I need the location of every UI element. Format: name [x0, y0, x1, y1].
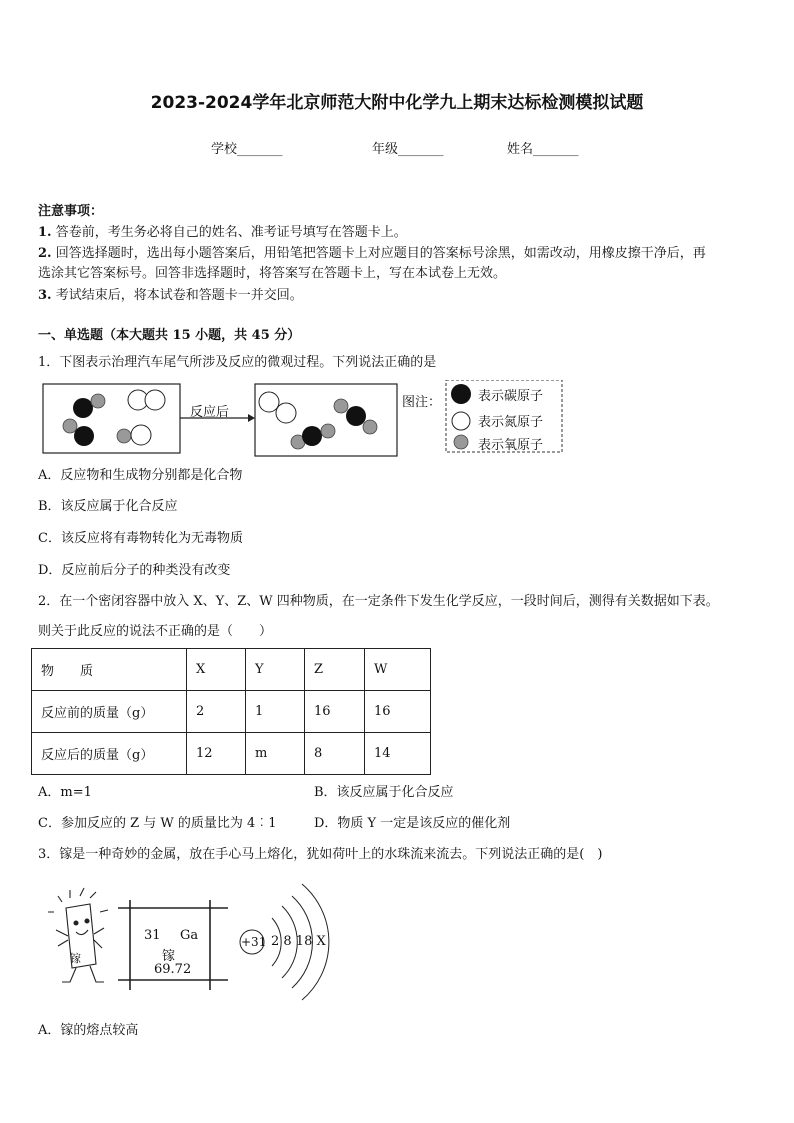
table-cell: m [246, 733, 305, 775]
q2-stem-cont: 则关于此反应的说法不正确的是（ ） [38, 624, 273, 639]
grade-field[interactable]: 年级_______ [372, 142, 444, 157]
figure-character: 镓 [70, 952, 81, 965]
atomic-mass: 69.72 [154, 962, 192, 977]
nitrogen-atom [259, 392, 279, 412]
table-row [32, 691, 431, 733]
atomic-number: 31 [144, 928, 161, 943]
table-row [32, 733, 431, 775]
page-title: 2023-2024学年北京师范大附中化学九上期末达标检测模拟试题 [150, 93, 644, 113]
q2-option-d[interactable]: D．物质 Y 一定是该反应的催化剂 [314, 816, 511, 831]
nucleus-charge: +31 [241, 935, 267, 949]
school-field[interactable]: 学校_______ [211, 142, 283, 157]
q2-option-c[interactable]: C．参加反应的 Z 与 W 的质量比为 4︰1 [38, 816, 277, 831]
q2-stem: 2．在一个密闭容器中放入 X、Y、Z、W 四种物质，在一定条件下发生化学反应，一段时间后，测得有关数据如下表。 [38, 594, 719, 609]
gallium-cartoon-figure [48, 888, 108, 982]
arrow-label: 反应后 [190, 405, 230, 420]
q3-option-a[interactable]: A．镓的熔点较高 [38, 1023, 139, 1038]
legend-prefix: 图注： [402, 395, 442, 410]
element-name: 镓 [162, 949, 176, 964]
table-cell: 物 质 [32, 649, 187, 691]
table-cell: 12 [187, 733, 246, 775]
legend-nitrogen-label: 表示氮原子 [478, 415, 544, 430]
nitrogen-atom [131, 425, 151, 445]
oxygen-atom [117, 429, 131, 443]
legend-carbon-label: 表示碳原子 [478, 389, 544, 404]
name-field[interactable]: 姓名_______ [507, 142, 579, 157]
q2-option-a[interactable]: A．m=1 [38, 785, 92, 800]
notice-heading: 注意事项： [38, 204, 104, 219]
q1-stem: 1．下图表示治理汽车尾气所涉及反应的微观过程。下列说法正确的是 [38, 355, 437, 370]
table-cell: Y [246, 649, 305, 691]
carbon-atom [73, 398, 93, 418]
oxygen-atom [363, 420, 377, 434]
q1-option-b[interactable]: B．该反应属于化合反应 [38, 499, 178, 514]
oxygen-atom [91, 394, 105, 408]
legend-oxygen [454, 435, 468, 449]
notice-item: 选涂其它答案标号。回答非选择题时，将答案写在答题卡上，写在本试卷上无效。 [38, 266, 507, 281]
table-row [32, 649, 431, 691]
table-cell: 16 [365, 691, 431, 733]
q1-option-d[interactable]: D．反应前后分子的种类没有改变 [38, 563, 231, 578]
notice-item: 3. 考试结束后，将本试卷和答题卡一并交回。 [38, 288, 303, 303]
table-cell: X [187, 649, 246, 691]
carbon-atom [302, 426, 322, 446]
q2-option-b[interactable]: B．该反应属于化合反应 [314, 785, 454, 800]
q2-data-table [31, 648, 431, 775]
oxygen-atom [321, 424, 335, 438]
table-cell: 反应后的质量（g） [32, 733, 187, 775]
legend-nitrogen [452, 412, 470, 430]
table-cell: 1 [246, 691, 305, 733]
q1-option-c[interactable]: C．该反应将有毒物转化为无毒物质 [38, 531, 243, 546]
nitrogen-atom [145, 390, 165, 410]
element-symbol: Ga [180, 928, 199, 943]
oxygen-atom [63, 419, 77, 433]
q3-stem: 3．镓是一种奇妙的金属，放在手心马上熔化，犹如荷叶上的水珠流来流去。下列说法正确的是( ) [38, 847, 603, 862]
notice-item: 1. 答卷前，考生务必将自己的姓名、准考证号填写在答题卡上。 [38, 225, 407, 240]
carbon-atom [346, 406, 366, 426]
table-cell: 2 [187, 691, 246, 733]
carbon-atom [74, 426, 94, 446]
notice-item: 2. 回答选择题时，选出每小题答案后，用铅笔把答题卡上对应题目的答案标号涂黑，如需改动，用橡皮擦干净后，再 [38, 246, 706, 261]
electron-shells: 2 8 18 X [271, 934, 326, 949]
q1-option-a[interactable]: A．反应物和生成物分别都是化合物 [38, 468, 243, 483]
table-cell: 14 [365, 733, 431, 775]
table-cell: 反应前的质量（g） [32, 691, 187, 733]
table-cell: 16 [305, 691, 365, 733]
section-heading: 一、单选题（本大题共 15 小题，共 45 分） [38, 328, 301, 343]
arrow-head [248, 414, 255, 422]
table-cell: 8 [305, 733, 365, 775]
legend-carbon [451, 384, 471, 404]
oxygen-atom [334, 399, 348, 413]
table-cell: W [365, 649, 431, 691]
nitrogen-atom [276, 403, 296, 423]
table-cell: Z [305, 649, 365, 691]
legend-oxygen-label: 表示氧原子 [478, 438, 544, 453]
